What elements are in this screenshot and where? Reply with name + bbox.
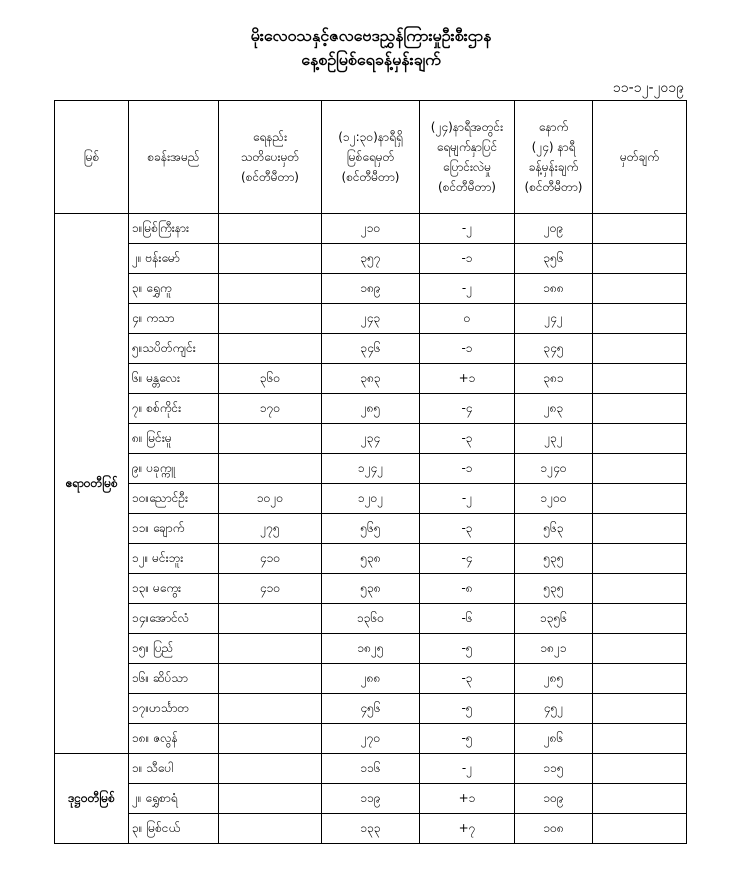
danger-level-cell [219, 244, 322, 274]
remark-cell [593, 514, 687, 544]
danger-level-cell: ၄၁၀ [219, 544, 322, 574]
station-cell: ၄။ ကသာ [129, 304, 219, 334]
table-row [55, 514, 687, 544]
change-cell: -၅ [420, 634, 515, 664]
forecast-cell: ၁၀၉ [515, 784, 593, 814]
water-level-cell: ၂၈၅ [322, 394, 420, 424]
remark-cell [593, 364, 687, 394]
change-cell: -၅ [420, 724, 515, 754]
station-cell: ၁၅။ ပြည် [129, 634, 219, 664]
col-header-remarks-text: မှတ်ချက် [620, 150, 659, 164]
water-level-cell: ၁၁၉ [322, 784, 420, 814]
remark-cell [593, 664, 687, 694]
station-cell: ၂။ ရွှေစာရံ [129, 784, 219, 814]
forecast-cell: ၃၅၆ [515, 244, 593, 274]
forecast-cell: ၅၃၅ [515, 544, 593, 574]
col-header-observed-line3: (စင်တီမီတာ) [341, 170, 400, 184]
water-level-cell: ၃၈၃ [322, 364, 420, 394]
station-cell: ၁။ သီပေါ [129, 754, 219, 784]
col-header-remarks [593, 101, 687, 214]
water-level-cell: ၅၆၅ [322, 514, 420, 544]
forecast-cell: ၃၈၁ [515, 364, 593, 394]
remark-cell [593, 244, 687, 274]
forecast-cell: ၂၈၆ [515, 724, 593, 754]
change-cell: -၄ [420, 394, 515, 424]
danger-level-cell [219, 634, 322, 664]
remark-cell [593, 484, 687, 514]
forecast-cell: ၁၈၈ [515, 274, 593, 304]
danger-level-cell [219, 604, 322, 634]
water-level-cell: ၃၅၇ [322, 244, 420, 274]
col-header-danger-line1: ရေနည်း [252, 130, 288, 144]
table-row [55, 724, 687, 754]
col-header-danger-line3: (စင်တီမီတာ) [241, 170, 299, 184]
danger-level-cell [219, 694, 322, 724]
col-header-observed-line1: (၁၂:၃၀)နာရီရှိ [338, 130, 403, 144]
table-row [55, 394, 687, 424]
danger-level-cell [219, 334, 322, 364]
station-cell: ၁၁။ ချောက် [129, 514, 219, 544]
river-name-cell: ဧရာဝတီမြစ် [55, 214, 129, 754]
water-level-cell: ၂၄၃ [322, 304, 420, 334]
forecast-cell: ၂၃၂ [515, 424, 593, 454]
station-cell: ၃။ မြစ်ငယ် [129, 814, 219, 844]
remark-cell [593, 604, 687, 634]
change-cell: -၂ [420, 754, 515, 784]
danger-level-cell: ၄၁၀ [219, 574, 322, 604]
water-level-cell: ၅၃၈ [322, 544, 420, 574]
river-forecast-table [54, 100, 687, 844]
water-level-cell: ၁၈၉ [322, 274, 420, 304]
remark-cell [593, 574, 687, 604]
water-level-cell: ၃၄၆ [322, 334, 420, 364]
danger-level-cell [219, 664, 322, 694]
page-title: မိုးလေဝသနှင့်ဇလဗေဒညွှန်ကြားမှုဦးစီးဌာန [250, 26, 492, 45]
table-row [55, 544, 687, 574]
change-cell: -၆ [420, 604, 515, 634]
remark-cell [593, 544, 687, 574]
water-level-cell: ၂၁၀ [322, 214, 420, 244]
change-cell: -၂ [420, 484, 515, 514]
table-row [55, 244, 687, 274]
col-header-forecast-line2: (၂၄) နာရီ [531, 140, 576, 154]
water-level-cell: ၅၃၈ [322, 574, 420, 604]
station-cell: ၆။ မန္တလေး [129, 364, 219, 394]
table-row [55, 454, 687, 484]
remark-cell [593, 694, 687, 724]
forecast-cell: ၁၂၀၀ [515, 484, 593, 514]
report-date: ၁၁-၁၂-၂၀၁၉ [612, 80, 684, 96]
table-row [55, 664, 687, 694]
remark-cell [593, 214, 687, 244]
change-cell: ၀ [420, 304, 515, 334]
change-cell: +၁ [420, 784, 515, 814]
col-header-observed-level [322, 101, 420, 214]
col-header-change-line1: (၂၄)နာရီအတွင်း [430, 120, 504, 134]
table-row [55, 484, 687, 514]
table-header-row [55, 101, 687, 214]
col-header-observed-line2: မြစ်ရေမှတ် [346, 150, 395, 164]
col-header-river [55, 101, 129, 214]
station-cell: ၁၄။အောင်လံ [129, 604, 219, 634]
forecast-cell: ၁၀၈ [515, 814, 593, 844]
table-row [55, 334, 687, 364]
table-row [55, 214, 687, 244]
change-cell: -၂ [420, 274, 515, 304]
station-cell: ၁၀။ညောင်ဦး [129, 484, 219, 514]
remark-cell [593, 424, 687, 454]
col-header-forecast-line4: (စင်တီမီတာ) [524, 180, 583, 194]
col-header-change-line3: ပြောင်းလဲမှု [442, 160, 492, 174]
table-row [55, 304, 687, 334]
change-cell: +၇ [420, 814, 515, 844]
page-subtitle: နေ့စဉ်မြစ်ရေခန့်မှန်းချက် [301, 50, 441, 69]
table-row [55, 424, 687, 454]
station-cell: ၉။ ပခုက္ကူ [129, 454, 219, 484]
danger-level-cell: ၁၀၂၀ [219, 484, 322, 514]
table-row [55, 814, 687, 844]
col-header-change [420, 101, 515, 214]
water-level-cell: ၂၃၄ [322, 424, 420, 454]
change-cell: -၁ [420, 244, 515, 274]
river-name-cell: ဒုဋ္ဌဝတီမြစ် [55, 754, 129, 844]
water-level-cell: ၁၃၃ [322, 814, 420, 844]
water-level-cell: ၁၂၀၂ [322, 484, 420, 514]
change-cell: +၁ [420, 364, 515, 394]
danger-level-cell: ၃၆၀ [219, 364, 322, 394]
col-header-forecast [515, 101, 593, 214]
water-level-cell: ၂၈၈ [322, 664, 420, 694]
change-cell: -၄ [420, 544, 515, 574]
change-cell: -၃ [420, 664, 515, 694]
danger-level-cell [219, 454, 322, 484]
remark-cell [593, 304, 687, 334]
remark-cell [593, 334, 687, 364]
col-header-danger-level [219, 101, 322, 214]
change-cell: -၁ [420, 454, 515, 484]
forecast-cell: ၁၃၅၆ [515, 604, 593, 634]
station-cell: ၇။ စစ်ကိုင်း [129, 394, 219, 424]
station-cell: ၁၆။ ဆိပ်သာ [129, 664, 219, 694]
station-cell: ၁။မြစ်ကြီးနား [129, 214, 219, 244]
change-cell: -၂ [420, 214, 515, 244]
forecast-cell: ၂၈၅ [515, 664, 593, 694]
remark-cell [593, 454, 687, 484]
col-header-danger-line2: သတိပေးမှတ် [240, 150, 300, 164]
remark-cell [593, 394, 687, 424]
remark-cell [593, 784, 687, 814]
remark-cell [593, 274, 687, 304]
forecast-cell: ၁၁၅ [515, 754, 593, 784]
forecast-cell: ၁၈၂၁ [515, 634, 593, 664]
table-body [55, 214, 687, 844]
col-header-river-text: မြစ် [83, 150, 100, 164]
table-row [55, 574, 687, 604]
water-level-cell: ၂၇၀ [322, 724, 420, 754]
table-row [55, 784, 687, 814]
table-row [55, 754, 687, 784]
danger-level-cell [219, 214, 322, 244]
danger-level-cell [219, 784, 322, 814]
danger-level-cell [219, 424, 322, 454]
table-row [55, 694, 687, 724]
forecast-cell: ၄၅၂ [515, 694, 593, 724]
forecast-cell: ၅၃၅ [515, 574, 593, 604]
remark-cell [593, 814, 687, 844]
station-cell: ၁၇။ဟင်္သာတ [129, 694, 219, 724]
station-cell: ၃။ ရွှေကူ [129, 274, 219, 304]
danger-level-cell [219, 304, 322, 334]
danger-level-cell [219, 724, 322, 754]
col-header-change-line4: (စင်တီမီတာ) [438, 180, 496, 194]
change-cell: -၈ [420, 574, 515, 604]
col-header-forecast-line1: နောက် [538, 120, 569, 134]
col-header-station-text: စခန်းအမည် [147, 150, 200, 164]
danger-level-cell: ၂၇၅ [219, 514, 322, 544]
danger-level-cell [219, 754, 322, 784]
change-cell: -၁ [420, 334, 515, 364]
station-cell: ၅။သပိတ်ကျင်း [129, 334, 219, 364]
change-cell: -၅ [420, 694, 515, 724]
station-cell: ၂။ ဗန်းမော် [129, 244, 219, 274]
table-row [55, 274, 687, 304]
forecast-cell: ၁၂၄၀ [515, 454, 593, 484]
forecast-cell: ၂၄၂ [515, 304, 593, 334]
water-level-cell: ၁၈၂၅ [322, 634, 420, 664]
change-cell: -၃ [420, 424, 515, 454]
station-cell: ၁၈။ ဇလွန် [129, 724, 219, 754]
forecast-cell: ၂၈၃ [515, 394, 593, 424]
forecast-cell: ၅၆၃ [515, 514, 593, 544]
forecast-cell: ၃၄၅ [515, 334, 593, 364]
water-level-cell: ၁၁၆ [322, 754, 420, 784]
col-header-station [129, 101, 219, 214]
remark-cell [593, 724, 687, 754]
change-cell: -၃ [420, 514, 515, 544]
station-cell: ၁၂။ မင်းဘူး [129, 544, 219, 574]
danger-level-cell [219, 814, 322, 844]
col-header-change-line2: ရေမျက်နှာပြင် [436, 140, 498, 154]
table-row [55, 604, 687, 634]
danger-level-cell [219, 274, 322, 304]
table-row [55, 634, 687, 664]
danger-level-cell: ၁၇၀ [219, 394, 322, 424]
water-level-cell: ၁၃၆၀ [322, 604, 420, 634]
station-cell: ၈။ မြင်းမူ [129, 424, 219, 454]
remark-cell [593, 634, 687, 664]
remark-cell [593, 754, 687, 784]
col-header-forecast-line3: ခန့်မှန်းချက် [528, 160, 579, 174]
water-level-cell: ၁၂၄၂ [322, 454, 420, 484]
station-cell: ၁၃။ မကွေး [129, 574, 219, 604]
water-level-cell: ၄၅၆ [322, 694, 420, 724]
table-row [55, 364, 687, 394]
forecast-cell: ၂၀၉ [515, 214, 593, 244]
